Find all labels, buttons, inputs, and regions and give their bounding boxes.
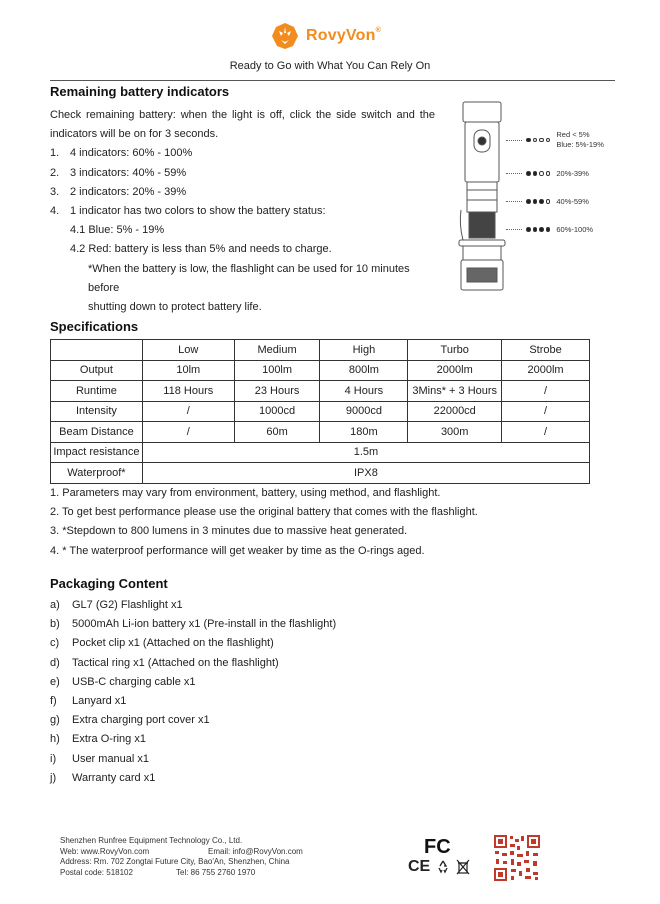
specifications-table [50,339,590,484]
battery-note-line-1: *When the battery is low, the flashlight can be used for 10 minutes before [88,262,410,294]
list-item: j) Warranty card x1 [50,771,156,784]
table-header-cell: Low [142,340,234,361]
spec-note: 1. Parameters may vary from environment, battery, using method, and flashlight. [50,487,441,499]
battery-item: 1. 4 indicators: 60% - 100% [50,147,193,160]
table-row [51,401,590,422]
table-cell: 1000cd [234,401,320,422]
indicator-row [506,130,604,150]
list-item: g) Extra charging port cover x1 [50,714,210,727]
brand-logo [270,18,400,54]
table-cell: 118 Hours [142,381,234,402]
table-header-cell: Medium [234,340,320,361]
list-item: c) Pocket clip x1 (Attached on the flashlight) [50,637,274,650]
table-cell: 9000cd [320,401,408,422]
certification-marks [408,858,470,876]
table-cell: Waterproof* [51,463,143,484]
table-cell: 1.5m [142,442,589,463]
indicator-label: 20%-39% [556,169,589,178]
qr-code-icon[interactable] [493,834,541,882]
indicator-label: Blue: 5%-19% [556,140,604,149]
specification-notes [50,484,610,561]
spec-note: 3. *Stepdown to 800 lumens in 3 minutes due to massive heat generated. [50,525,408,538]
battery-intro-line-2: indicators will be on for 3 seconds. [50,128,219,141]
lion-logo-icon [270,21,300,51]
table-cell: 800lm [320,360,408,381]
battery-description [50,106,435,317]
battery-item: 4. 1 indicator has two colors to show the battery status: [50,205,326,218]
table-cell: 180m [320,422,408,443]
indicator-label: Red < 5% [556,130,590,139]
table-cell: 23 Hours [234,381,320,402]
indicator-label: 60%-100% [556,225,594,234]
table-row [51,381,590,402]
table-header-cell: Turbo [408,340,502,361]
table-cell: / [502,401,590,422]
battery-subitem-blue: 4.1 Blue: 5% - 19% [70,224,165,237]
list-item: b) 5000mAh Li-ion battery x1 (Pre-install in the flashlight) [50,618,337,631]
spec-note: 4. * The waterproof performance will get weaker by time as the O-rings aged. [50,544,425,557]
table-cell: Intensity [51,401,143,422]
table-cell: Impact resistance [51,442,143,463]
table-header-row [51,340,590,361]
website-link[interactable]: Web: www.RovyVon.com [60,846,150,856]
indicator-row [506,169,589,178]
battery-note-line-2: shutting down to protect battery life. [88,301,262,314]
packaging-title: Packaging Content [50,576,168,591]
brand-name: RovyVon® [306,27,381,44]
table-cell: / [142,401,234,422]
table-cell: 3Mins* + 3 Hours [408,381,502,402]
specifications-title: Specifications [50,319,139,334]
table-cell: 2000lm [502,360,590,381]
list-item: a) GL7 (G2) Flashlight x1 [50,599,183,611]
list-item: f) Lanyard x1 [50,695,127,708]
table-cell: Output [51,360,143,381]
company-footer [60,836,303,878]
packaging-list [50,596,450,788]
list-item: d) Tactical ring x1 (Attached on the flashlight) [50,656,279,669]
table-header-cell: High [320,340,408,361]
tagline: Ready to Go with What You Can Rely On [229,60,431,72]
table-cell: 100lm [234,360,320,381]
fcc-icon: FC [424,836,451,858]
battery-intro-line-1: Check remaining battery: when the light is off, click the side switch and the [50,109,435,121]
table-cell: / [502,422,590,443]
table-cell: 10lm [142,360,234,381]
indicator-row [506,225,593,234]
indicator-row [506,197,589,206]
table-row [51,360,590,381]
table-cell: Runtime [51,381,143,402]
spec-note: 2. To get best performance please use the original battery that comes with the flashlight. [50,506,478,519]
battery-section-title: Remaining battery indicators [50,84,230,99]
battery-item: 2. 3 indicators: 40% - 59% [50,166,187,179]
table-cell: / [502,381,590,402]
table-row [51,442,590,463]
table-cell: 60m [234,422,320,443]
table-row [51,422,590,443]
table-cell: 2000lm [408,360,502,381]
email-link[interactable]: Email: info@RovyVon.com [208,846,303,856]
weee-bin-icon [456,859,470,875]
list-item: e) USB-C charging cable x1 [50,675,196,688]
list-item: i) User manual x1 [50,752,150,765]
header-divider [50,80,615,81]
list-item: h) Extra O-ring x1 [50,733,146,746]
table-cell: Beam Distance [51,422,143,443]
telephone: Tel: 86 755 2760 1970 [176,867,256,877]
table-cell: 300m [408,422,502,443]
ce-icon: CE [408,858,431,875]
battery-item: 3. 2 indicators: 20% - 39% [50,185,187,198]
table-row [51,463,590,484]
recycle-icon [436,860,450,874]
table-header-cell [51,340,143,361]
indicator-label: 40%-59% [556,197,589,206]
table-cell: / [142,422,234,443]
table-cell: 4 Hours [320,381,408,402]
battery-subitem-red: 4.2 Red: battery is less than 5% and needs to charge. [70,243,332,256]
table-cell: IPX8 [142,463,589,484]
company-address: Address: Rm. 702 Zongtai Future City, Bao'An, Shenzhen, China [60,857,290,866]
table-cell: 22000cd [408,401,502,422]
postal-code: Postal code: 518102 [60,867,133,877]
company-name: Shenzhen Runfree Equipment Technology Co., Ltd. [60,836,243,845]
table-header-cell: Strobe [502,340,590,361]
